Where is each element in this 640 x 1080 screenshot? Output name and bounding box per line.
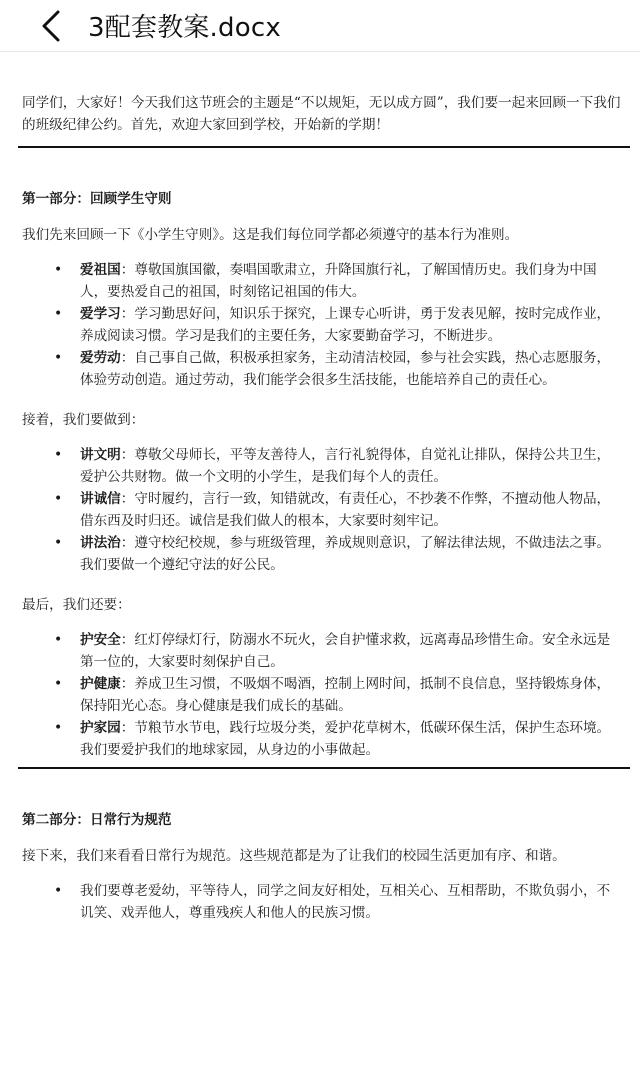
- rules-list-1: [22, 259, 628, 391]
- item-text: 尊敬国旗国徽，奏唱国歌肃立，升降国旗行礼，了解国情历史。我们身为中国人，要热爱自己的祖国，时刻铭记祖国的伟大。: [80, 262, 597, 300]
- item-colon: ：: [120, 535, 135, 551]
- part2-lead: 接下来，我们来看看日常行为规范。这些规范都是为了让我们的校园生活更加有序、和谐。: [22, 848, 566, 864]
- item-term: 爱劳动: [80, 350, 121, 366]
- bullet-icon: •: [54, 262, 63, 278]
- top-bar: [0, 0, 640, 52]
- section-divider: [18, 767, 630, 769]
- behavior-list: [22, 880, 628, 924]
- section-heading-part1: 第一部分：回顾学生守则: [22, 191, 172, 207]
- list-item: [54, 673, 628, 717]
- back-arrow-icon[interactable]: [38, 6, 66, 46]
- item-colon: ：: [120, 676, 135, 692]
- bullet-icon: •: [54, 535, 63, 551]
- bullet-icon: •: [54, 350, 63, 366]
- item-text: 自己事自己做，积极承担家务，主动清洁校园，参与社会实践，热心志愿服务，体验劳动创造。通过劳动，我们能学会很多生活技能，也能培养自己的责任心。: [80, 350, 611, 388]
- item-colon: ：: [120, 447, 135, 463]
- item-term: 讲文明: [80, 447, 121, 463]
- bullet-icon: •: [54, 632, 63, 648]
- list-item: [54, 488, 628, 532]
- list-item: [54, 629, 628, 673]
- item-term: 护健康: [80, 676, 121, 692]
- item-text: 守时履约，言行一致，知错就改，有责任心，不抄袭不作弊，不擅动他人物品，借东西及时归还。诚信是我们做人的根本，大家要时刻牢记。: [80, 491, 611, 529]
- document-body: [0, 52, 640, 924]
- item-text: 学习勤思好问，知识乐于探究，上课专心听讲，勇于发表见解，按时完成作业，养成阅读习惯。学习是我们的主要任务，大家要勤奋学习，不断进步。: [80, 306, 611, 344]
- item-colon: ：: [120, 350, 135, 366]
- bullet-icon: •: [54, 676, 63, 692]
- rules-list-3: [22, 629, 628, 761]
- item-text: 节粮节水节电，践行垃圾分类，爱护花草树木，低碳环保生活，保护生态环境。我们要爱护我们的地球家园，从身边的小事做起。: [80, 720, 611, 758]
- part1-then: 接着，我们要做到：: [22, 412, 145, 428]
- part1-finally: 最后，我们还要：: [22, 597, 131, 613]
- list-item: [54, 532, 628, 576]
- list-item: [54, 444, 628, 488]
- item-colon: ：: [120, 491, 135, 507]
- item-term: 讲法治: [80, 535, 121, 551]
- part1-lead: 我们先来回顾一下《小学生守则》。这是我们每位同学都必须遵守的基本行为准则。: [22, 227, 519, 243]
- list-item: [54, 717, 628, 761]
- list-item: [54, 347, 628, 391]
- item-term: 讲诚信: [80, 491, 121, 507]
- item-text: 养成卫生习惯，不吸烟不喝酒，控制上网时间，抵制不良信息，坚持锻炼身体，保持阳光心态。身心健康是我们成长的基础。: [80, 676, 611, 714]
- list-item: [54, 303, 628, 347]
- item-text: 我们要尊老爱幼，平等待人，同学之间友好相处，互相关心、互相帮助，不欺负弱小，不讥笑、戏弄他人，尊重残疾人和他人的民族习惯。: [80, 883, 611, 921]
- bullet-icon: •: [54, 720, 63, 736]
- item-colon: ：: [120, 262, 135, 278]
- bullet-icon: •: [54, 883, 63, 899]
- item-text: 遵守校纪校规，参与班级管理，养成规则意识，了解法律法规，不做违法之事。我们要做一个遵纪守法的好公民。: [80, 535, 611, 573]
- document-title: 3配套教案.docx: [88, 13, 281, 43]
- section-divider: [18, 146, 630, 148]
- item-text: 红灯停绿灯行，防溺水不玩火，会自护懂求救，远离毒品珍惜生命。安全永远是第一位的，大家要时刻保护自己。: [80, 632, 611, 670]
- bullet-icon: •: [54, 447, 63, 463]
- item-term: 护家园: [80, 720, 121, 736]
- bullet-icon: •: [54, 306, 63, 322]
- section-heading-part2: 第二部分：日常行为规范: [22, 812, 172, 828]
- item-term: 爱学习: [80, 306, 121, 322]
- list-item: [54, 259, 628, 303]
- intro-paragraph: 同学们，大家好！今天我们这节班会的主题是“不以规矩，无以成方圆”，我们要一起来回顾一下我们的班级纪律公约。首先，欢迎大家回到学校，开始新的学期！: [22, 95, 621, 133]
- rules-list-2: [22, 444, 628, 576]
- list-item: [54, 880, 628, 924]
- item-term: 爱祖国: [80, 262, 121, 278]
- item-colon: ：: [120, 720, 135, 736]
- item-text: 尊敬父母师长，平等友善待人，言行礼貌得体，自觉礼让排队，保持公共卫生，爱护公共财物。做一个文明的小学生，是我们每个人的责任。: [80, 447, 611, 485]
- item-colon: ：: [120, 632, 135, 648]
- item-term: 护安全: [80, 632, 121, 648]
- item-colon: ：: [120, 306, 135, 322]
- bullet-icon: •: [54, 491, 63, 507]
